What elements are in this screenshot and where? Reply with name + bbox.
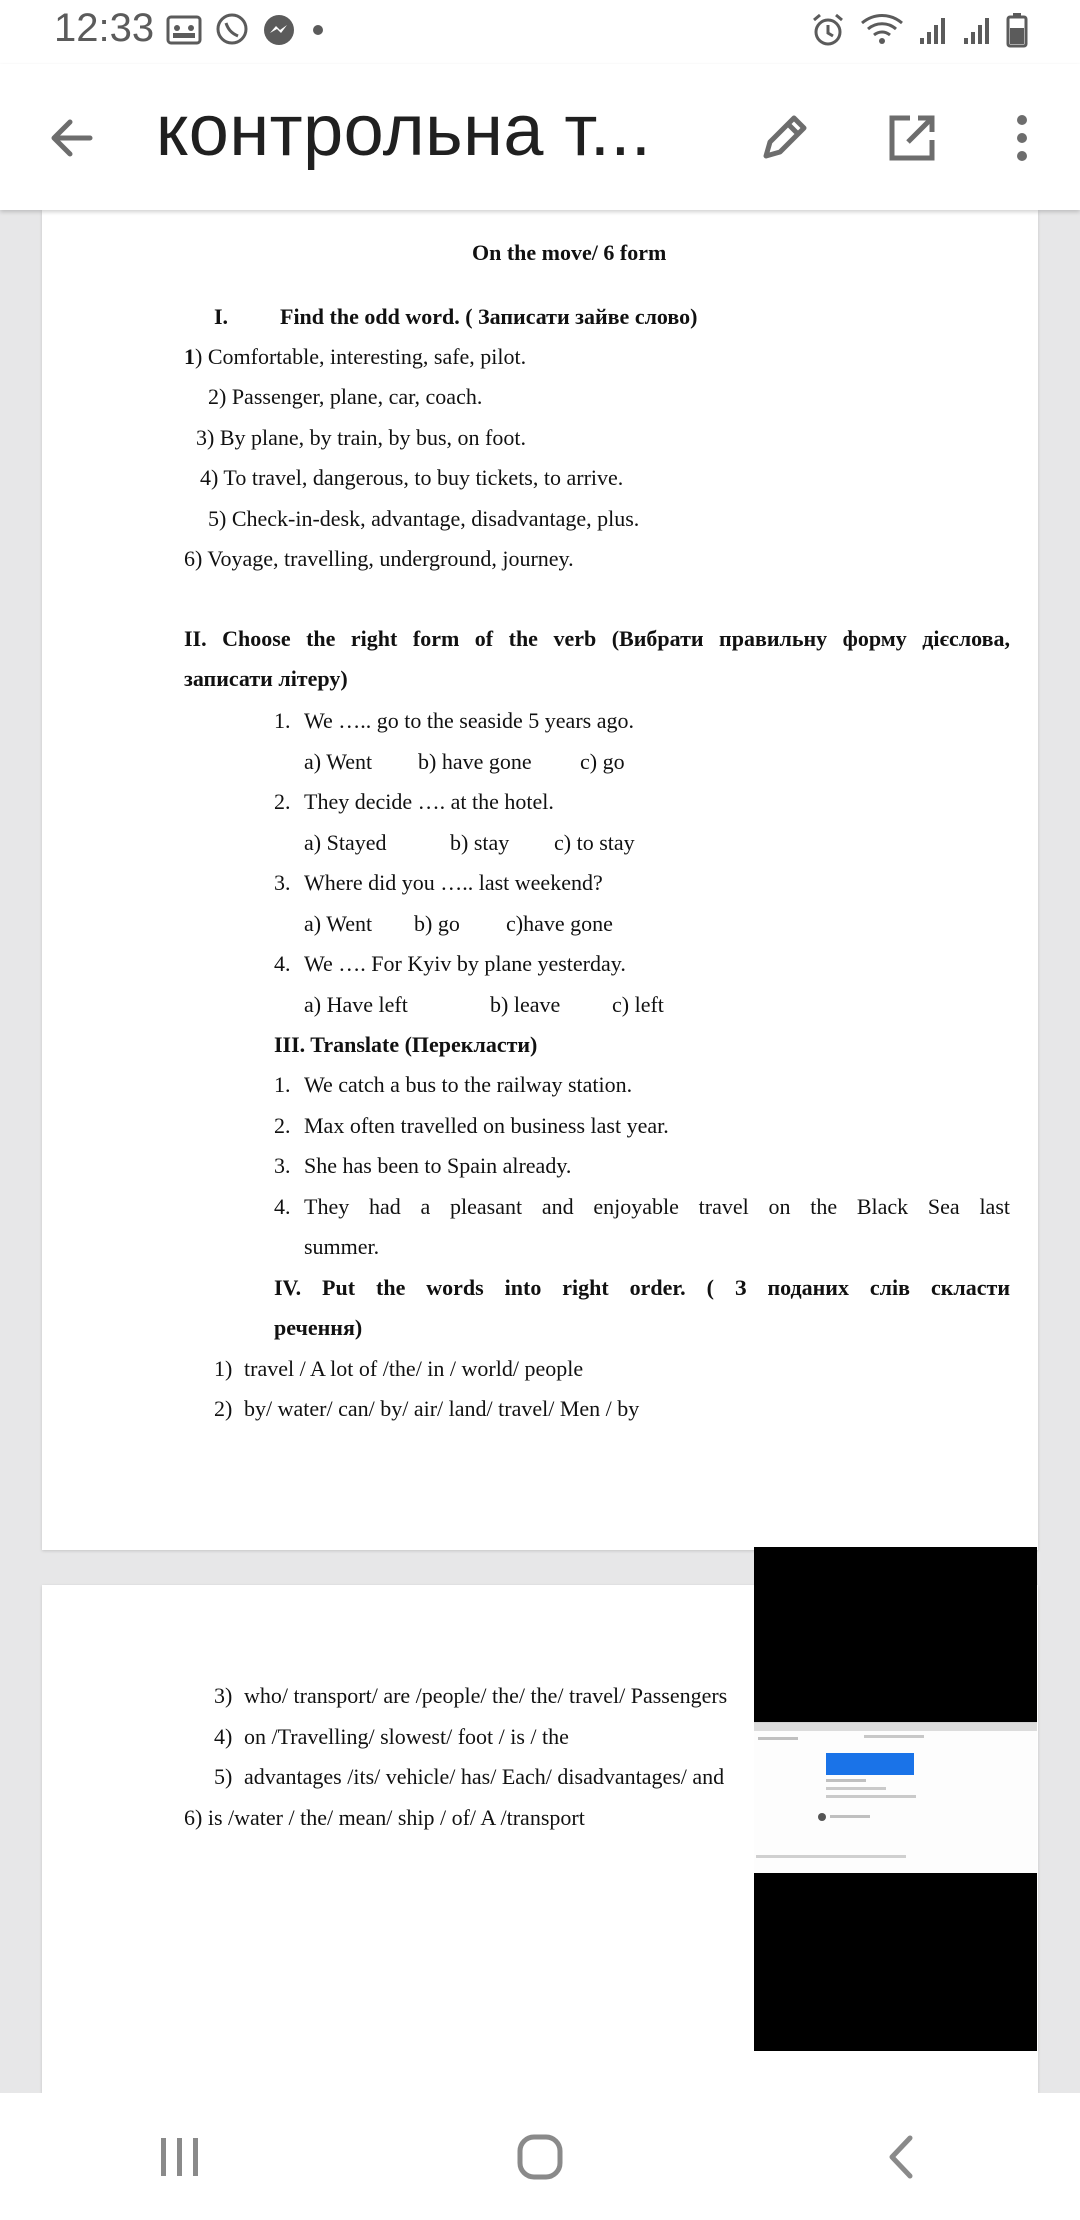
odd-word-item-1 — [184, 346, 526, 368]
translate-item-4-continuation: summer. — [304, 1234, 380, 1259]
section-4-title-line-1: IV. Put the words into right order. ( З поданих слів скласти — [274, 1275, 1010, 1300]
translate-item-1-text: We catch a bus to the railway station. — [304, 1072, 633, 1097]
order-item-5-number: 5) — [214, 1764, 233, 1789]
verb-q3-text: Where did you ….. last weekend? — [304, 870, 603, 895]
pip-preview-graphic — [754, 1723, 1037, 1873]
order-item-3-text: who/ transport/ are /people/ the/ the/ travel/ Passengers — [244, 1683, 728, 1708]
verb-q3-number: 3. — [274, 870, 291, 895]
signal-icon-1 — [918, 14, 948, 46]
odd-word-item-4: 4) To travel, dangerous, to buy tickets, to arrive. — [200, 465, 624, 490]
status-bar — [0, 0, 1080, 64]
pip-overlay-bottom[interactable] — [754, 1873, 1037, 2051]
odd-word-item-1-number: 1 — [184, 344, 195, 369]
verb-q1-option-b: b) have gone — [418, 749, 532, 774]
recent-apps-icon — [155, 2134, 205, 2180]
translate-item-2-text: Max often travelled on business last year. — [304, 1113, 669, 1138]
section-1-number: I. — [214, 304, 229, 329]
verb-q3-option-b: b) go — [414, 911, 460, 936]
system-navigation-bar — [0, 2093, 1080, 2220]
document-title: контрольна т... — [156, 91, 652, 171]
verb-q2-option-c: c) to stay — [554, 830, 635, 855]
translate-item-1-number: 1. — [274, 1072, 291, 1097]
home-button[interactable] — [480, 2117, 600, 2197]
section-2-title-line-2: записати літеру) — [184, 666, 348, 691]
order-item-4-number: 4) — [214, 1724, 233, 1749]
order-item-1-number: 1) — [214, 1356, 233, 1381]
more-notifications-dot-icon — [308, 20, 328, 40]
pencil-icon — [756, 110, 812, 166]
order-item-3-number: 3) — [214, 1683, 233, 1708]
order-item-5-text: advantages /its/ vehicle/ has/ Each/ disadvantages/ and — [244, 1764, 725, 1789]
verb-q3-option-a: a) Went — [304, 911, 373, 936]
verb-q1-option-a: a) Went — [304, 749, 373, 774]
verb-q2-text: They decide …. at the hotel. — [304, 789, 554, 814]
back-button[interactable] — [36, 102, 108, 174]
translate-item-4-text: They had a pleasant and enjoyable travel on the Black Sea last — [304, 1194, 1010, 1219]
section-4-title-line-2: речення) — [274, 1315, 363, 1340]
verb-q3-option-c: c)have gone — [506, 911, 613, 936]
alarm-icon — [810, 12, 846, 48]
odd-word-item-5: 5) Check-in-desk, advantage, disadvantage, plus. — [208, 506, 640, 531]
arrow-left-icon — [46, 112, 98, 164]
pip-overlay-top[interactable] — [754, 1547, 1037, 1722]
viber-icon — [214, 12, 250, 48]
verb-q2-option-a: a) Stayed — [304, 830, 387, 855]
verb-q1-text: We ….. go to the seaside 5 years ago. — [304, 708, 634, 733]
status-time: 12:33 — [54, 6, 155, 50]
translate-item-2-number: 2. — [274, 1113, 291, 1138]
meeting-notification-icon — [166, 15, 202, 45]
odd-word-item-1-text: ) Comfortable, interesting, safe, pilot. — [195, 344, 527, 369]
section-3-title: III. Translate (Перекласти) — [274, 1032, 538, 1057]
order-item-1-text: travel / A lot of /the/ in / world/ people — [244, 1356, 584, 1381]
section-2-title-line-1: II. Choose the right form of the verb (Вибрати правильну форму дієслова, — [184, 626, 1010, 651]
open-external-button[interactable] — [876, 102, 948, 174]
recent-apps-button[interactable] — [120, 2117, 240, 2197]
chevron-left-icon — [880, 2132, 920, 2182]
verb-q2-number: 2. — [274, 789, 291, 814]
verb-q4-option-b: b) leave — [490, 992, 561, 1017]
wifi-icon — [860, 13, 904, 47]
odd-word-item-3: 3) By plane, by train, by bus, on foot. — [196, 425, 526, 450]
more-options-button[interactable] — [986, 102, 1058, 174]
verb-q4-option-a: a) Have left — [304, 992, 408, 1017]
battery-icon — [1006, 12, 1028, 48]
translate-item-4-number: 4. — [274, 1194, 291, 1219]
pip-overlay-screenshot[interactable] — [754, 1722, 1037, 1874]
verb-q2-option-b: b) stay — [450, 830, 510, 855]
order-item-2-text: by/ water/ can/ by/ air/ land/ travel/ Men / by — [244, 1396, 640, 1421]
odd-word-item-6: 6) Voyage, travelling, underground, journey. — [184, 546, 574, 571]
home-icon — [515, 2132, 565, 2182]
verb-q1-number: 1. — [274, 708, 291, 733]
verb-q1-option-c: c) go — [580, 749, 625, 774]
section-1-title: Find the odd word. ( Записати зайве слово) — [280, 304, 698, 329]
document-heading: On the move/ 6 form — [472, 240, 667, 265]
translate-item-3-number: 3. — [274, 1153, 291, 1178]
document-page-1 — [42, 210, 1038, 1550]
order-item-4-text: on /Travelling/ slowest/ foot / is / the — [244, 1724, 569, 1749]
verb-q4-option-c: c) left — [612, 992, 664, 1017]
odd-word-item-2: 2) Passenger, plane, car, coach. — [208, 384, 483, 409]
translate-item-3-text: She has been to Spain already. — [304, 1153, 572, 1178]
verb-q4-text: We …. For Kyiv by plane yesterday. — [304, 951, 626, 976]
order-item-2-number: 2) — [214, 1396, 233, 1421]
back-nav-button[interactable] — [840, 2117, 960, 2197]
order-item-6-text: 6) is /water / the/ mean/ ship / of/ A /transport — [184, 1805, 585, 1830]
more-vert-icon — [1007, 110, 1037, 166]
app-toolbar — [0, 64, 1080, 210]
messenger-icon — [262, 13, 296, 47]
open-in-new-icon — [884, 110, 940, 166]
verb-q4-number: 4. — [274, 951, 291, 976]
signal-icon-2 — [962, 14, 992, 46]
edit-button[interactable] — [748, 102, 820, 174]
